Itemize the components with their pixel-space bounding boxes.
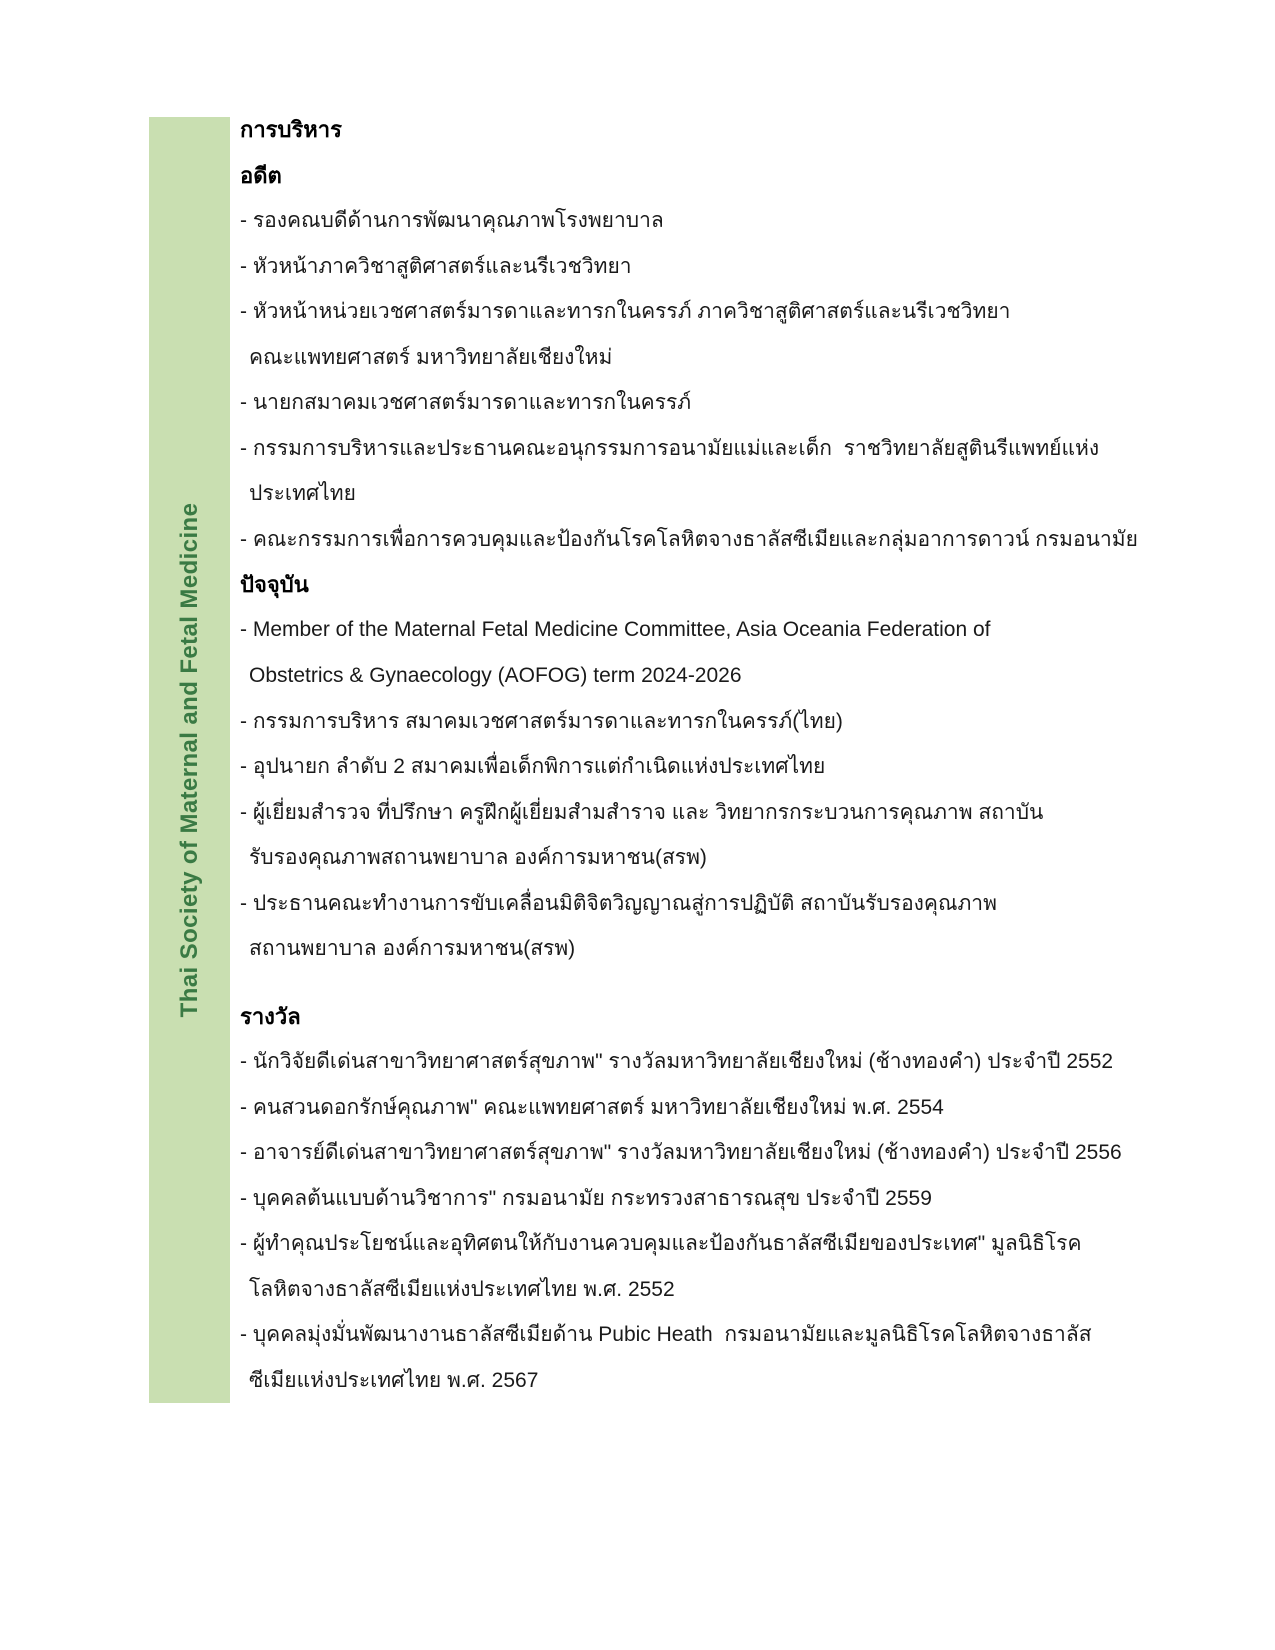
text-line-continuation: คณะแพทยศาสตร์ มหาวิทยาลัยเชียงใหม่	[249, 345, 613, 369]
text-line: - กรรมการบริหาร สมาคมเวชศาสตร์มารดาและทารกในครรภ์(ไทย)	[240, 709, 843, 733]
text-line: - ผู้เยี่ยมสำรวจ ที่ปรึกษา ครูฝึกผู้เยี่ยมสำมสำราจ และ วิทยากรกระบวนการคุณภาพ สถาบัน	[240, 800, 1044, 824]
text-line: - อุปนายก ลำดับ 2 สมาคมเพื่อเด็กพิการแต่กำเนิดแห่งประเทศไทย	[240, 755, 826, 779]
text-line-continuation: ประเทศไทย	[249, 482, 356, 506]
text-line: - คณะกรรมการเพื่อการควบคุมและป้องกันโรคโลหิตจางธาลัสซีเมียและกลุ่มอาการดาวน์ กรมอนามัย	[240, 527, 1138, 551]
text-line: - นักวิจัยดีเด่นสาขาวิทยาศาสตร์สุขภาพ" รางวัลมหาวิทยาลัยเชียงใหม่ (ช้างทองคำ) ประจำปี 2552	[240, 1050, 1114, 1074]
sidebar-vertical-title: Thai Society of Maternal and Fetal Medicine	[175, 502, 203, 1018]
text-line: - นายกสมาคมเวชศาสตร์มารดาและทารกในครรภ์	[240, 391, 692, 415]
document-content	[240, 107, 1240, 1403]
text-line: - บุคคลต้นแบบด้านวิชาการ" กรมอนามัย กระทรวงสาธารณสุข ประจำปี 2559	[240, 1186, 932, 1210]
text-line: - อาจารย์ดีเด่นสาขาวิทยาศาสตร์สุขภาพ" รางวัลมหาวิทยาลัยเชียงใหม่ (ช้างทองคำ) ประจำปี 2556	[240, 1141, 1122, 1165]
section-heading-awards: รางวัล	[240, 1003, 301, 1029]
text-line-continuation: โลหิตจางธาลัสซีเมียแห่งประเทศไทย พ.ศ. 2552	[249, 1277, 675, 1301]
text-line: - คนสวนดอกรักษ์คุณภาพ" คณะแพทยศาสตร์ มหาวิทยาลัยเชียงใหม่ พ.ศ. 2554	[240, 1095, 944, 1119]
section-heading-present: ปัจจุบัน	[240, 572, 309, 598]
text-line: - หัวหน้าภาควิชาสูติศาสตร์และนรีเวชวิทยา	[240, 254, 632, 278]
sidebar	[149, 117, 230, 1403]
text-line-continuation: สถานพยาบาล องค์การมหาชน(สรพ)	[249, 937, 576, 961]
text-line: - ประธานคณะทำงานการขับเคลื่อนมิติจิตวิญญาณสู่การปฏิบัติ สถาบันรับรองคุณภาพ	[240, 891, 997, 915]
text-line-continuation: ซีเมียแห่งประเทศไทย พ.ศ. 2567	[249, 1368, 539, 1392]
text-line: - Member of the Maternal Fetal Medicine Committee, Asia Oceania Federation of	[240, 618, 991, 642]
section-heading-past: อดีต	[240, 162, 282, 188]
text-line: - หัวหน้าหน่วยเวชศาสตร์มารดาและทารกในครรภ์ ภาควิชาสูติศาสตร์และนรีเวชวิทยา	[240, 300, 1011, 324]
text-line: - บุคคลมุ่งมั่นพัฒนางานธาลัสซีเมียด้าน Pubic Heath กรมอนามัยและมูลนิธิโรคโลหิตจางธาลัส	[240, 1323, 1092, 1347]
section-heading-administration: การบริหาร	[240, 117, 342, 143]
text-line-continuation: Obstetrics & Gynaecology (AOFOG) term 2024-2026	[249, 663, 742, 687]
text-line: - กรรมการบริหารและประธานคณะอนุกรรมการอนามัยแม่และเด็ก ราชวิทยาลัยสูตินรีแพทย์แห่ง	[240, 436, 1100, 460]
text-line: - ผู้ทำคุณประโยชน์และอุทิศตนให้กับงานควบคุมและป้องกันธาลัสซีเมียของประเทศ" มูลนิธิโรค	[240, 1232, 1082, 1256]
text-line: - รองคณบดีด้านการพัฒนาคุณภาพโรงพยาบาล	[240, 209, 664, 233]
text-line-continuation: รับรองคุณภาพสถานพยาบาล องค์การมหาชน(สรพ)	[249, 846, 707, 870]
